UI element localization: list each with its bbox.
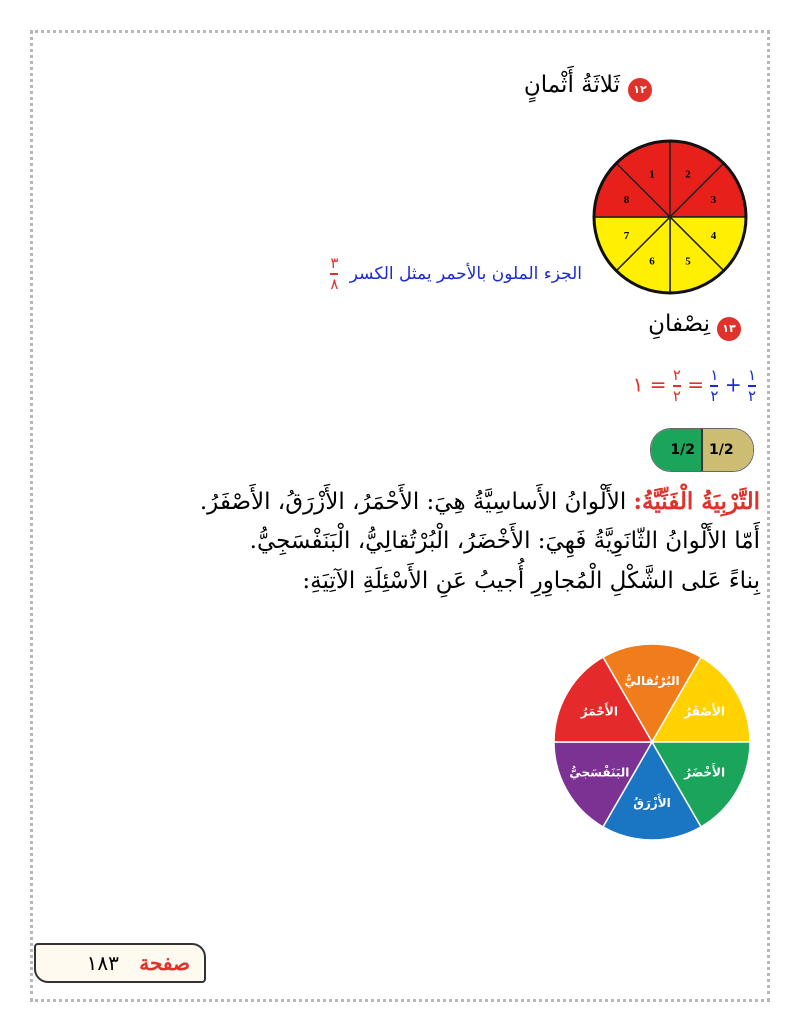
- fraction-half-1: [748, 368, 756, 404]
- denominator: ٢: [710, 387, 719, 405]
- numerator: ١: [710, 366, 719, 384]
- art-line-1-text: الأَلْوانُ الأَساسِيَّةُ هِيَ: الأَحْمَرُ، الأَزْرَقُ، الأَصْفَرُ.: [199, 489, 627, 515]
- plus-sign: +: [724, 372, 742, 397]
- half-right-label: 1/2: [709, 442, 734, 458]
- color-wheel-label: الأَزْرَقُ: [633, 795, 671, 810]
- pie-slice-label: 2: [685, 168, 691, 181]
- answer-fraction: [330, 256, 338, 292]
- half-right: [703, 429, 753, 471]
- page-number-box: [34, 943, 206, 983]
- halves-equation: [633, 368, 756, 404]
- page-label: صفحة: [139, 951, 190, 975]
- question-13-title: نِصْفانِ: [648, 311, 710, 337]
- fraction-half-2: [710, 368, 718, 404]
- fraction-two-halves: [673, 368, 681, 404]
- half-left: [651, 429, 701, 471]
- eighths-pie: [590, 137, 750, 297]
- equals-sign: =: [649, 372, 667, 397]
- question-12-badge: [628, 78, 652, 102]
- pie-slice-label: 7: [623, 230, 630, 243]
- fraction-numerator: ٣: [330, 254, 339, 272]
- fraction-denominator: ٨: [330, 275, 339, 293]
- pie-slice-label: 3: [710, 193, 717, 206]
- question-12-title: ثَلاثَةُ أَثْمانٍ: [523, 72, 620, 98]
- color-wheel-label: الأَخْضَرُ: [684, 765, 726, 780]
- denominator: ٢: [672, 387, 681, 405]
- art-line-3: بِناءً عَلى الشَّكْلِ الْمُجاوِرِ أُجيبُ عَنِ الأَسْئِلَةِ الآتِيَةِ:: [302, 568, 760, 594]
- pie-slice-label: 6: [649, 255, 655, 268]
- question-number: ١٣: [722, 322, 736, 335]
- q12-answer: [330, 256, 582, 292]
- equation-result: ١: [632, 372, 644, 397]
- numerator: ٢: [672, 366, 681, 384]
- numerator: ١: [747, 366, 756, 384]
- pie-slice-label: 1: [649, 168, 655, 181]
- art-line-1: [200, 488, 760, 515]
- color-wheel-label: الأَحْمَرُ: [580, 704, 618, 719]
- art-label: التَّرْبِيَةُ الْفَنِّيَّةُ:: [633, 488, 760, 515]
- color-wheel-label: البَنَفْسَجيُّ: [569, 765, 630, 780]
- halves-oval: [650, 428, 754, 472]
- pie-slice-label: 5: [685, 255, 691, 268]
- denominator: ٢: [747, 387, 756, 405]
- equals-sign: =: [687, 372, 705, 397]
- color-wheel: [552, 642, 752, 842]
- answer-text: الجزء الملون بالأحمر يمثل الكسر: [349, 264, 582, 284]
- page-number: [87, 951, 190, 975]
- question-number: ١٢: [633, 83, 647, 96]
- pie-slice-label: 8: [623, 193, 630, 206]
- art-line-2: أَمّا الأَلْوانُ الثّانَوِيَّةُ فَهِيَ: الأَخْضَرُ، الْبُرْتُقالِيُّ، الْبَنَفْسَجِيُّ.: [249, 528, 760, 554]
- page-value: ١٨٣: [86, 951, 119, 975]
- half-left-label: 1/2: [670, 442, 695, 458]
- color-wheel-label: الأَصْفَرُ: [684, 704, 725, 719]
- pie-slice-label: 4: [710, 230, 717, 243]
- color-wheel-label: البُرْتُقاليُّ: [624, 674, 680, 689]
- question-13-badge: [717, 317, 741, 341]
